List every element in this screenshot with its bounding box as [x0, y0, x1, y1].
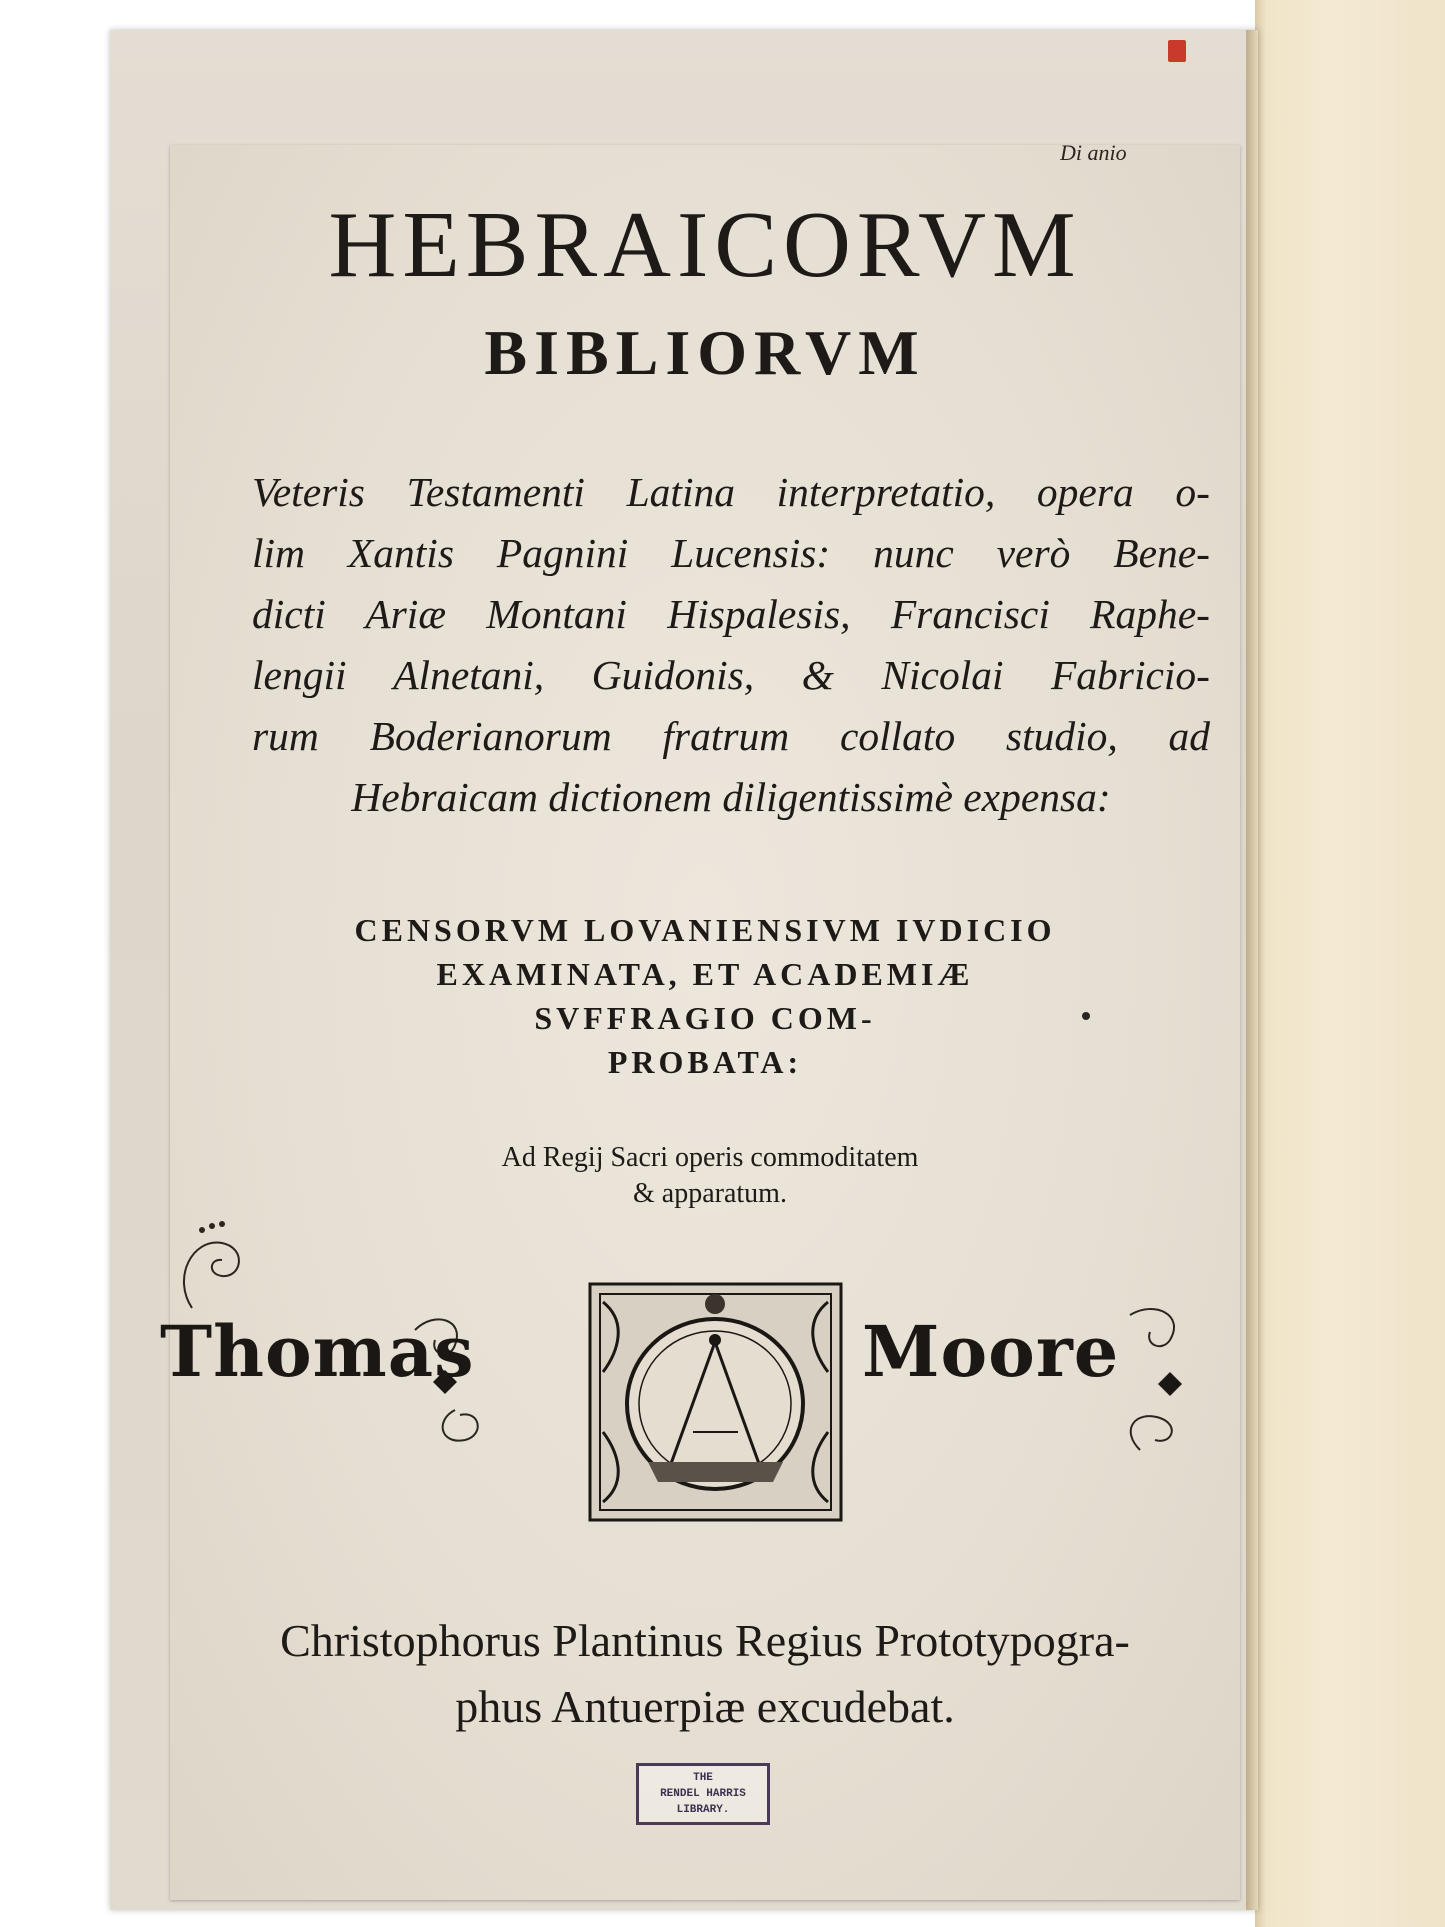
cropped-top-text: Di anio — [1060, 142, 1127, 164]
imprint-line: Christophorus Plantinus Regius Prototypogra- — [280, 1615, 1130, 1666]
description-line: Hebraicam dictionem diligentissimè expensa: — [351, 774, 1111, 820]
printers-device-emblem-icon — [588, 1282, 843, 1522]
title-bibliorum: BIBLIORVM — [484, 317, 926, 388]
description-line: rum Boderianorum fratrum collato studio, ad — [252, 713, 1210, 759]
stamp-line: LIBRARY. — [676, 1804, 730, 1816]
censor-line: PROBATA: — [607, 1044, 803, 1080]
printer-imprint — [190, 1608, 1220, 1740]
dedication-line: & apparatum. — [633, 1178, 787, 1209]
board-edge — [1246, 30, 1258, 1910]
dedication-text — [400, 1140, 1020, 1212]
stamp-line: RENDEL HARRIS — [660, 1788, 746, 1800]
signature-thomas: Thomas — [160, 1310, 475, 1393]
signature-moore: Moore — [862, 1310, 1120, 1393]
description-line: Veteris Testamenti Latina interpretatio, opera o- — [252, 469, 1210, 515]
description-line: dicti Ariæ Montani Hispalesis, Francisci Raphe- — [252, 591, 1210, 637]
imprint-line: phus Antuerpiæ excudebat. — [455, 1681, 955, 1732]
facing-page — [1255, 0, 1445, 1927]
censor-line: CENSORVM LOVANIENSIVM IVDICIO — [354, 912, 1056, 948]
ink-dot — [1082, 1012, 1090, 1020]
description-text — [252, 462, 1210, 828]
dedication-line: Ad Regij Sacri operis commoditatem — [501, 1142, 919, 1173]
library-stamp — [636, 1763, 770, 1825]
censor-line: EXAMINATA, ET ACADEMIÆ — [436, 956, 974, 992]
censor-line: SVFFRAGIO COM- — [534, 1000, 876, 1036]
red-mark — [1168, 40, 1186, 62]
stamp-line: THE — [693, 1772, 713, 1784]
censor-text — [190, 908, 1220, 1084]
title-hebraicorum: HEBRAICORVM — [328, 193, 1082, 297]
description-line: lengii Alnetani, Guidonis, & Nicolai Fabricio- — [252, 652, 1210, 698]
description-line: lim Xantis Pagnini Lucensis: nunc verò Bene- — [252, 530, 1210, 576]
flourish-left-top-icon — [162, 1218, 272, 1313]
